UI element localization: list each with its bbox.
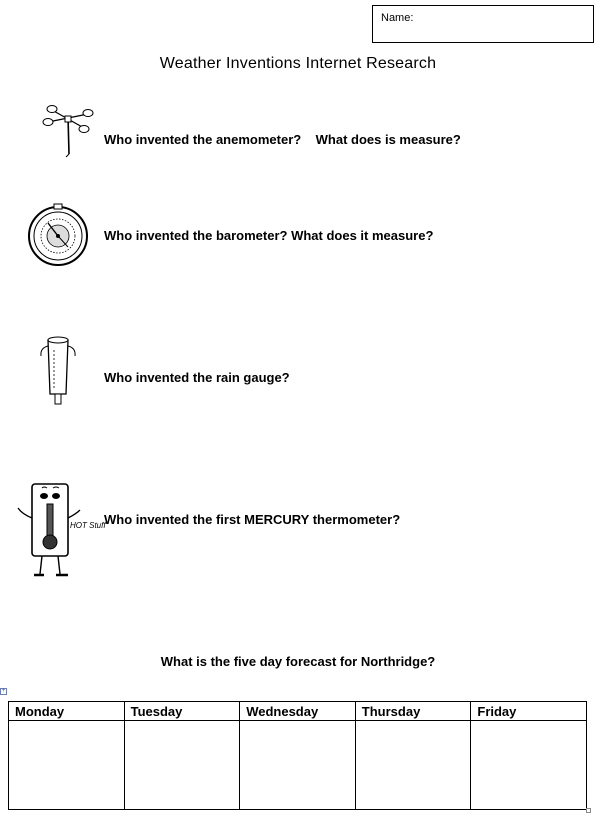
rain-gauge-icon	[36, 334, 80, 406]
name-label: Name:	[381, 12, 414, 24]
forecast-entry-row	[9, 721, 587, 810]
question-thermometer: Who invented the first MERCURY thermometer?	[104, 512, 401, 527]
forecast-title: What is the five day forecast for Northridge?	[160, 654, 436, 669]
forecast-cell-wednesday[interactable]	[240, 721, 356, 810]
day-header-wednesday: Wednesday	[240, 702, 356, 721]
day-header-monday: Monday	[9, 702, 125, 721]
day-header-thursday: Thursday	[355, 702, 471, 721]
anemometer-icon	[38, 100, 98, 158]
forecast-cell-thursday[interactable]	[355, 721, 471, 810]
table-resize-handle[interactable]	[586, 808, 591, 813]
thermometer-hot-stuff-label: HOT Stuff	[70, 521, 106, 530]
question-barometer: Who invented the barometer? What does it measure?	[104, 228, 434, 243]
barometer-icon	[26, 203, 90, 267]
question-anemometer: Who invented the anemometer? What does is measure?	[104, 132, 461, 147]
forecast-cell-friday[interactable]	[471, 721, 587, 810]
forecast-cell-tuesday[interactable]	[124, 721, 240, 810]
forecast-header-row	[9, 702, 587, 721]
day-header-friday: Friday	[471, 702, 587, 721]
forecast-table	[8, 701, 587, 810]
thermometer-icon	[14, 478, 106, 580]
question-rain-gauge: Who invented the rain gauge?	[104, 370, 290, 385]
name-field[interactable]	[372, 5, 594, 43]
day-header-tuesday: Tuesday	[124, 702, 240, 721]
page-title: Weather Inventions Internet Research	[159, 55, 437, 72]
forecast-cell-monday[interactable]	[9, 721, 125, 810]
table-move-handle-icon[interactable]: +	[1, 688, 6, 694]
